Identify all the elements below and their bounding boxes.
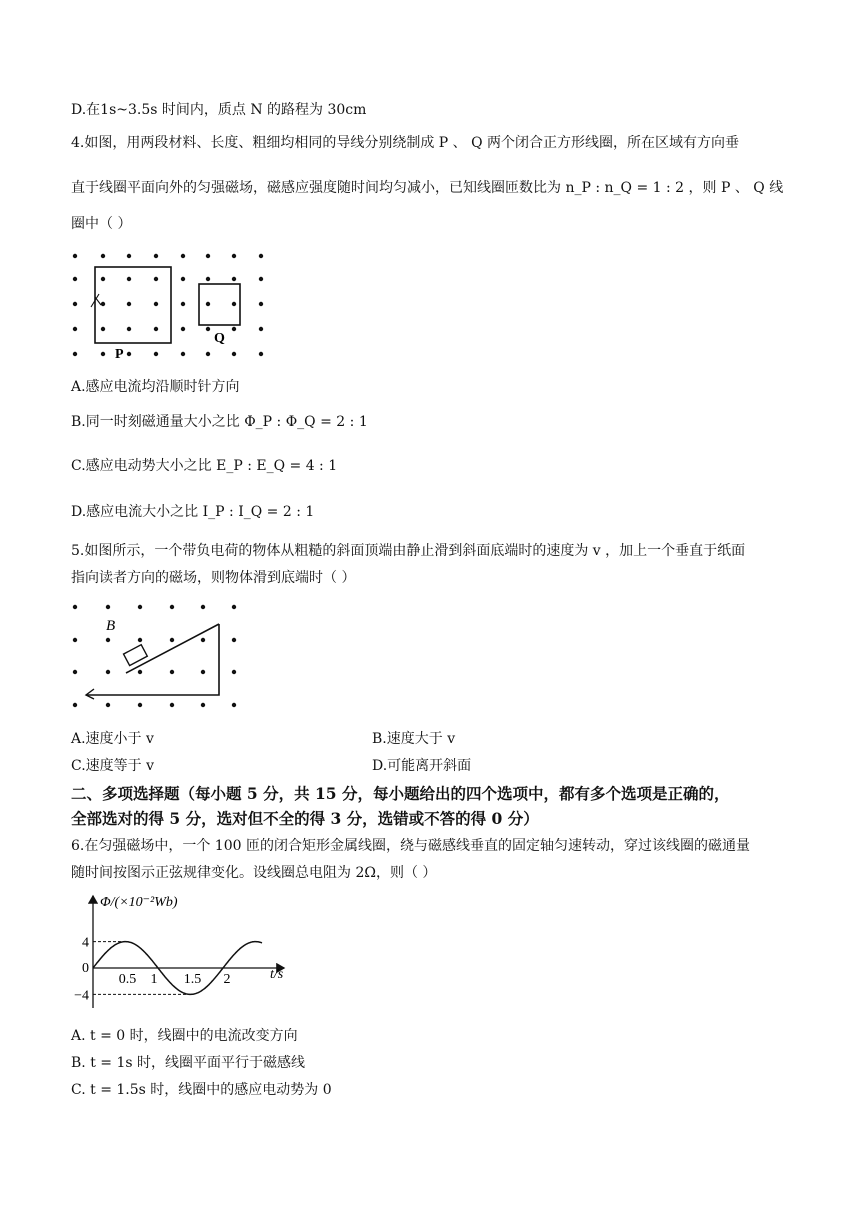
field-dot	[106, 638, 110, 642]
field-dot	[201, 638, 205, 642]
field-dot	[170, 638, 174, 642]
field-dot	[232, 703, 236, 707]
x-tick-label: 1.5	[183, 972, 202, 987]
q5-option-d: D.可能离开斜面	[372, 758, 472, 774]
field-dot	[232, 605, 236, 609]
magnetic-field-dots	[73, 605, 236, 707]
x-axis-label: t/s	[270, 967, 284, 982]
field-dot	[101, 254, 105, 258]
x-tick-label: 1	[150, 972, 158, 987]
field-dot	[201, 703, 205, 707]
field-dot	[206, 254, 210, 258]
field-dot	[73, 302, 77, 306]
q5-stem-line-2: 指向读者方向的磁场，则物体滑到底端时（ ）	[71, 570, 356, 586]
q4-stem-line-2: 直于线圈平面向外的匀强磁场，磁感应强度随时间均匀减小，已知线圈匝数比为 n_P : n_Q = 1 : 2 ，则 P 、 Q 线	[71, 180, 784, 196]
field-dot	[206, 302, 210, 306]
field-dot	[101, 277, 105, 281]
field-dot	[73, 352, 77, 356]
field-dot	[127, 302, 131, 306]
field-dot	[154, 254, 158, 258]
field-dot	[101, 352, 105, 356]
q5-option-a: A.速度小于 v	[71, 731, 154, 747]
field-dot	[138, 605, 142, 609]
field-dot	[154, 277, 158, 281]
field-dot	[259, 352, 263, 356]
coil-p-label: P	[115, 347, 124, 362]
field-dot	[73, 638, 77, 642]
field-dot	[259, 277, 263, 281]
field-dot	[181, 254, 185, 258]
flux-time-graph	[66, 888, 296, 1014]
field-dot	[106, 703, 110, 707]
field-dot	[73, 277, 77, 281]
field-dot	[232, 277, 236, 281]
block	[124, 645, 148, 666]
incline	[86, 624, 219, 695]
field-dot	[73, 670, 77, 674]
y-axis-label: Φ/(×10⁻²Wb)	[100, 895, 178, 910]
x-tick-label: 2	[223, 972, 231, 987]
q4-option-c: C.感应电动势大小之比 E_P : E_Q = 4 : 1	[71, 458, 338, 474]
field-dot	[127, 327, 131, 331]
q4-coil-figure	[66, 247, 271, 365]
field-dot	[232, 352, 236, 356]
y-tick-label: −4	[74, 988, 89, 1004]
field-dot	[206, 327, 210, 331]
field-dot	[181, 302, 185, 306]
field-dot	[101, 327, 105, 331]
field-dot	[138, 638, 142, 642]
field-dot	[181, 352, 185, 356]
q6-option-b: B. t = 1s 时，线圈平面平行于磁感线	[71, 1055, 305, 1071]
field-dot	[127, 254, 131, 258]
field-dot	[73, 327, 77, 331]
field-dot	[127, 352, 131, 356]
y-tick-label: 0	[82, 961, 89, 976]
arrow-head	[86, 689, 94, 699]
field-dot	[232, 254, 236, 258]
field-dot	[154, 352, 158, 356]
field-dot	[73, 605, 77, 609]
field-dot	[259, 254, 263, 258]
field-dot	[73, 254, 77, 258]
q5-stem-line-1: 5.如图所示，一个带负电荷的物体从粗糙的斜面顶端由静止滑到斜面底端时的速度为 v ，加上一个垂直于纸面	[71, 543, 746, 559]
section-2-title-line-2: 全部选对的得 5 分，选对但不全的得 3 分，选错或不答的得 0 分）	[71, 809, 539, 828]
field-dot	[170, 703, 174, 707]
q4-option-a: A.感应电流均沿顺时针方向	[71, 379, 240, 395]
field-dot	[154, 327, 158, 331]
field-label-b: B	[106, 618, 116, 634]
section-2-title-line-1: 二、多项选择题（每小题 5 分，共 15 分，每小题给出的四个选项中，都有多个选项是正确的，	[71, 784, 730, 803]
field-dot	[232, 638, 236, 642]
field-dot	[201, 605, 205, 609]
q5-option-b: B.速度大于 v	[372, 731, 456, 747]
q4-option-d: D.感应电流大小之比 I_P : I_Q = 2 : 1	[71, 504, 315, 520]
field-dot	[138, 703, 142, 707]
field-dot	[138, 670, 142, 674]
q4-option-b: B.同一时刻磁通量大小之比 Φ_P : Φ_Q = 2 : 1	[71, 414, 368, 430]
q4-stem-line-1: 4.如图，用两段材料、长度、粗细均相同的导线分别绕制成 P 、 Q 两个闭合正方形线圈，所在区域有方向垂	[71, 135, 740, 151]
field-dot	[232, 670, 236, 674]
magnetic-field-dots	[73, 254, 263, 356]
q3-option-d: D.在1s~3.5s 时间内，质点 N 的路程为 30cm	[71, 102, 367, 118]
field-dot	[170, 605, 174, 609]
q5-option-c: C.速度等于 v	[71, 758, 155, 774]
field-dot	[106, 605, 110, 609]
field-dot	[259, 302, 263, 306]
y-tick-label: 4	[82, 935, 89, 951]
field-dot	[73, 703, 77, 707]
field-dot	[206, 277, 210, 281]
coil-q-label: Q	[214, 331, 225, 346]
q6-option-c: C. t = 1.5s 时，线圈中的感应电动势为 0	[71, 1082, 332, 1098]
field-dot	[106, 670, 110, 674]
field-dot	[181, 327, 185, 331]
field-dot	[232, 327, 236, 331]
field-dot	[170, 670, 174, 674]
q6-stem-line-1: 6.在匀强磁场中，一个 100 匝的闭合矩形金属线圈，绕与磁感线垂直的固定轴匀速转动，穿过该线圈的磁通量	[71, 838, 750, 854]
field-dot	[201, 670, 205, 674]
field-dot	[127, 277, 131, 281]
field-dot	[206, 352, 210, 356]
field-dot	[181, 277, 185, 281]
field-dot	[232, 302, 236, 306]
q4-stem-line-3: 圈中（ ）	[71, 216, 132, 232]
field-dot	[101, 302, 105, 306]
coil-p	[95, 267, 171, 343]
q6-option-a: A. t = 0 时，线圈中的电流改变方向	[71, 1028, 298, 1044]
coil-p-lead	[91, 294, 101, 307]
q5-incline-figure	[66, 598, 246, 716]
field-dot	[259, 327, 263, 331]
x-tick-label: 0.5	[118, 972, 137, 987]
field-dot	[154, 302, 158, 306]
q6-stem-line-2: 随时间按图示正弦规律变化。设线圈总电阻为 2Ω，则（ ）	[71, 865, 437, 881]
